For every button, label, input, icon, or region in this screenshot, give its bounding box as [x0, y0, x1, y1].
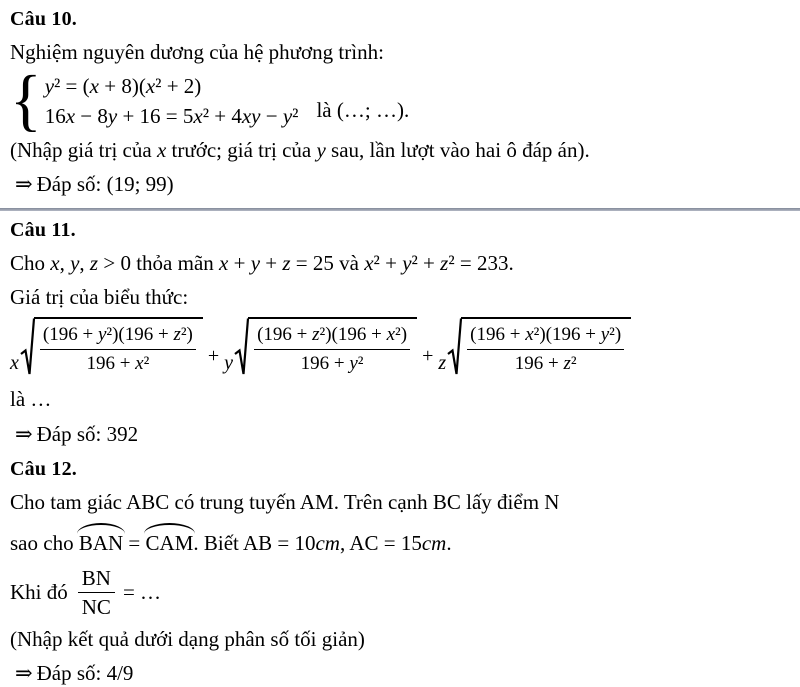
result-placeholder: là (…; …).	[316, 97, 410, 122]
radicand	[461, 317, 631, 377]
ratio-label: Khi đó	[10, 580, 68, 604]
fraction-numerator: (196 + x²)(196 + y²)	[467, 322, 624, 350]
fraction-numerator: (196 + y²)(196 + z²)	[40, 322, 196, 350]
question-12-heading: Câu 12.	[10, 458, 77, 480]
section-divider	[0, 208, 800, 211]
system-equations	[45, 71, 299, 131]
equation-line-1: y² = (x + 8)(x² + 2)	[44, 74, 202, 98]
square-root	[447, 317, 631, 377]
equation-system	[10, 62, 788, 139]
ratio-line	[10, 565, 788, 620]
question-10-note: (Nhập giá trị của x trước; giá trị của y sau, lần lượt vào hai ô đáp án).	[10, 138, 590, 162]
unit-cm: cm	[421, 531, 447, 555]
radical-term-2	[224, 317, 417, 377]
radical-sign-icon	[234, 317, 249, 377]
unit-cm: cm	[315, 531, 340, 555]
question-11-given: Cho x, y, z > 0 thỏa mãn x + y + z = 25 và x² + y² + z² = 233.	[10, 251, 514, 275]
ratio-fraction	[78, 565, 115, 620]
question-12-answer: ⇒ Đáp số: 4/9	[15, 661, 134, 685]
question-10-answer: ⇒ Đáp số: (19; 99)	[15, 172, 174, 196]
question-11-answer: ⇒ Đáp số: 392	[15, 422, 139, 446]
coefficient: x	[10, 351, 19, 374]
radical-term-1	[10, 317, 203, 377]
radical-sign-icon	[20, 317, 35, 377]
fraction-denominator: 196 + y²	[300, 353, 364, 374]
question-11-result: là …	[10, 387, 52, 411]
question-12	[10, 458, 788, 687]
implies-arrow-icon: ⇒	[15, 172, 33, 196]
coefficient: z	[438, 351, 447, 374]
system-brace: {	[10, 62, 42, 139]
fraction-numerator: (196 + z²)(196 + x²)	[254, 322, 410, 350]
implies-arrow-icon: ⇒	[15, 661, 33, 685]
implies-arrow-icon: ⇒	[15, 422, 33, 446]
coefficient: y	[224, 351, 234, 374]
square-root	[20, 317, 203, 377]
plus-operator: +	[207, 344, 220, 367]
angle-BAN-notation: BAN	[78, 531, 124, 555]
equals-placeholder: = …	[122, 580, 162, 604]
radical-expression	[10, 317, 788, 377]
question-12-note: (Nhập kết quả dưới dạng phân số tối giản)	[10, 627, 365, 651]
plus-operator: +	[422, 344, 434, 367]
question-10	[10, 8, 788, 198]
radicand	[34, 317, 203, 377]
fraction-numerator: BN	[78, 565, 115, 593]
question-11	[10, 219, 788, 448]
question-11-intro: Giá trị của biểu thức:	[10, 285, 189, 309]
fraction	[467, 322, 624, 377]
radicand	[248, 317, 417, 377]
radical-term-3	[438, 317, 631, 377]
radical-sign-icon	[447, 317, 462, 377]
square-root	[234, 317, 417, 377]
question-10-heading: Câu 10.	[10, 8, 77, 30]
question-12-line1: Cho tam giác ABC có trung tuyến AM. Trên cạnh BC lấy điểm N	[10, 490, 560, 514]
question-12-line2: sao cho BAN = CAM. Biết AB = 10cm, AC = 15cm.	[10, 531, 452, 555]
equation-line-2: 16x − 8y + 16 = 5x² + 4xy − y²	[44, 104, 299, 128]
variable-x: x	[156, 138, 167, 162]
fraction-denominator: 196 + z²	[514, 353, 577, 374]
question-11-heading: Câu 11.	[10, 219, 76, 241]
question-10-intro: Nghiệm nguyên dương của hệ phương trình:	[10, 40, 384, 64]
fraction	[254, 322, 410, 377]
angle-CAM-notation: CAM	[145, 531, 194, 555]
fraction	[40, 322, 196, 377]
fraction-denominator: NC	[81, 595, 111, 619]
fraction-denominator: 196 + x²	[86, 353, 150, 374]
variable-y: y	[316, 138, 326, 162]
